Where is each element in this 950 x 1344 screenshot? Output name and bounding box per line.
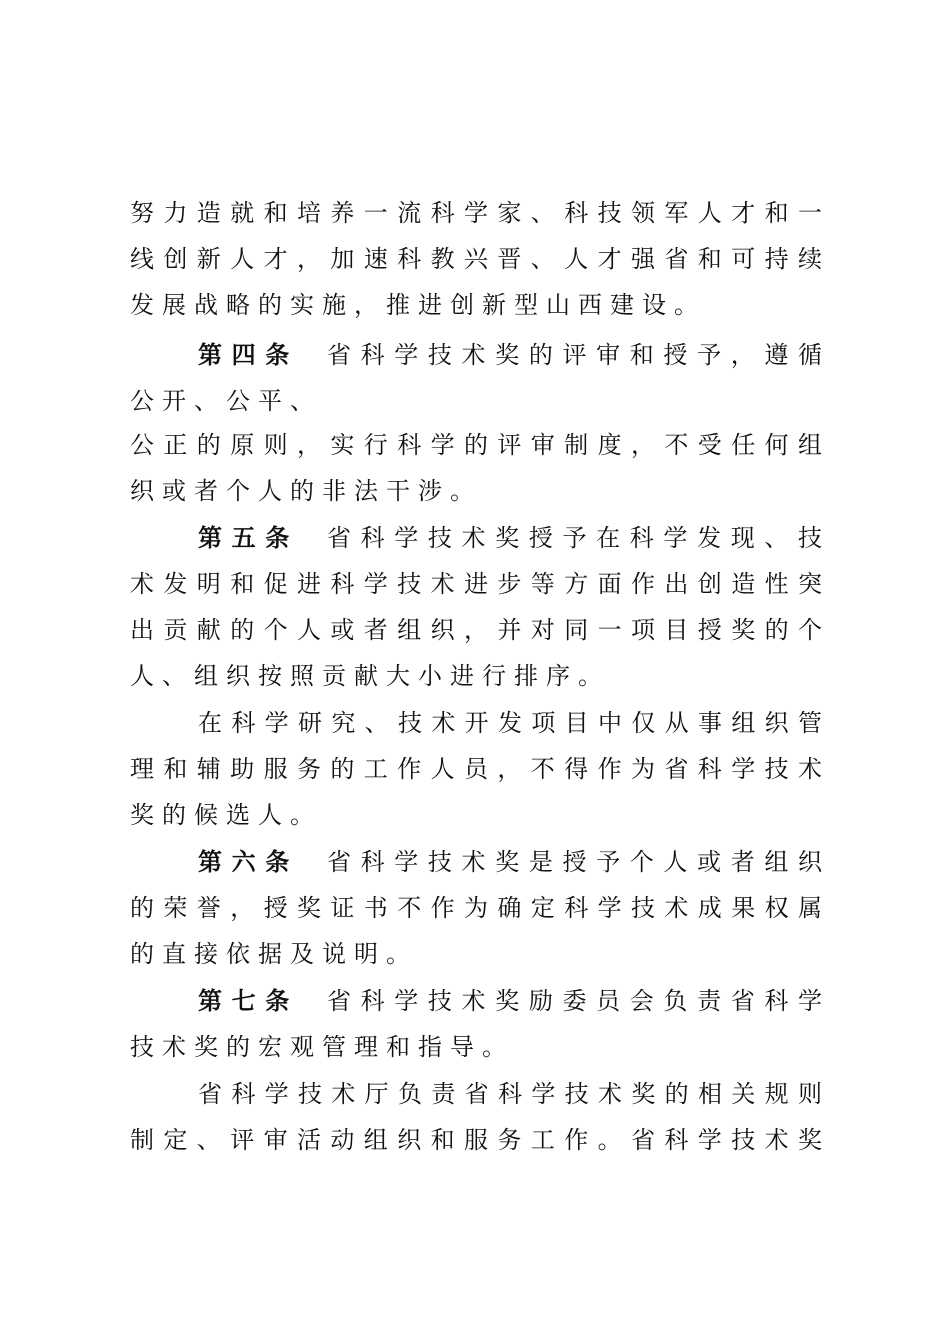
body-line: 的荣誉，授奖证书不作为确定科学技术成果权属 (130, 894, 822, 922)
body-line: 线创新人才，加速科教兴晋、人才强省和可持续 (130, 245, 822, 273)
body-line: 人、组织按照贡献大小进行排序。 (130, 662, 610, 690)
body-line: 制定、评审活动组织和服务工作。省科学技术奖 (130, 1126, 822, 1154)
body-line: 省科学技术厅负责省科学技术奖的相关规则 (198, 1080, 822, 1108)
body-line: 理和辅助服务的工作人员，不得作为省科学技术 (130, 755, 822, 783)
article-number: 第七条 (198, 987, 299, 1015)
article-number: 第六条 (198, 848, 299, 876)
body-line: 织或者个人的非法干涉。 (130, 477, 482, 505)
body-line: 术发明和促进科学技术进步等方面作出创造性突 (130, 570, 822, 598)
article-first-line (198, 338, 822, 372)
article-first-line (198, 845, 822, 879)
article-number: 第五条 (198, 524, 299, 552)
body-line: 公开、公平、 (130, 387, 322, 415)
body-line: 发展战略的实施，推进创新型山西建设。 (130, 291, 706, 319)
body-text: 省科学技术奖励委员会负责省科学 (326, 987, 823, 1015)
article-first-line (198, 984, 822, 1018)
body-line: 技术奖的宏观管理和指导。 (130, 1033, 514, 1061)
body-line: 努力造就和培养一流科学家、科技领军人才和一 (130, 199, 822, 227)
body-line: 出贡献的个人或者组织，并对同一项目授奖的个 (130, 616, 822, 644)
body-line: 的直接依据及说明。 (130, 940, 418, 968)
article-first-line (198, 521, 822, 555)
article-number: 第四条 (198, 341, 299, 369)
body-line: 在科学研究、技术开发项目中仅从事组织管 (198, 709, 822, 737)
body-text: 省科学技术奖的评审和授予，遵循 (326, 341, 823, 369)
body-text: 省科学技术奖是授予个人或者组织 (326, 848, 823, 876)
body-text: 省科学技术奖授予在科学发现、技 (326, 524, 823, 552)
body-line: 公正的原则，实行科学的评审制度，不受任何组 (130, 431, 822, 459)
body-line: 奖的候选人。 (130, 801, 322, 829)
